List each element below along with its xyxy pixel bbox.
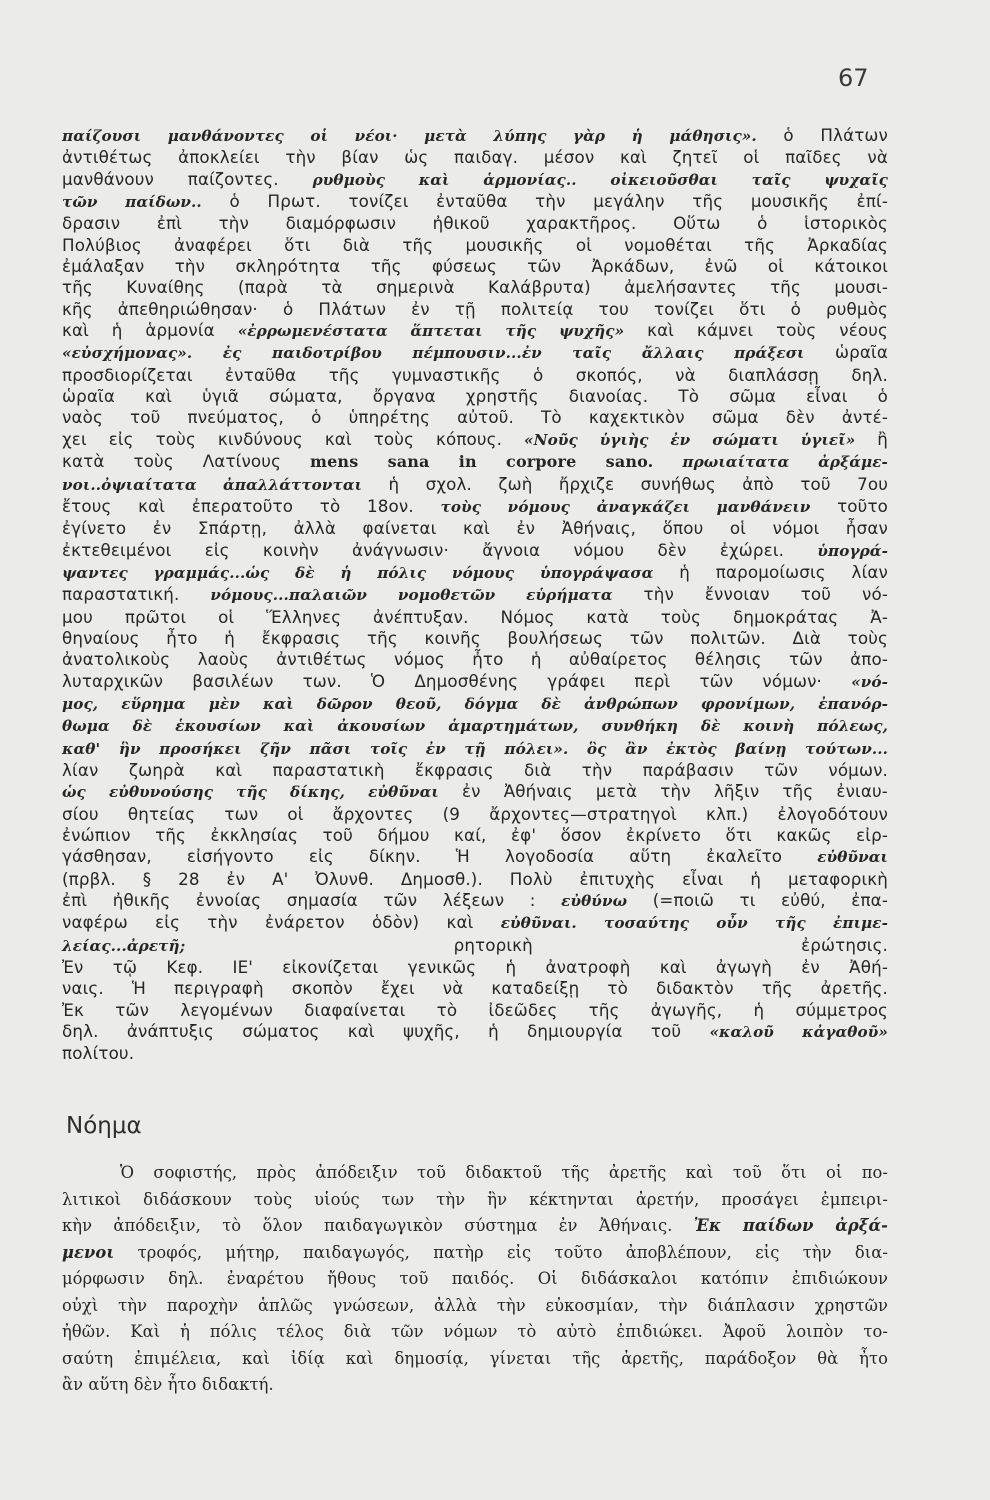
text-run: Πολύβιος ἀναφέρει ὅτι διὰ τῆς μουσικῆς οἱ νομοθέται τῆς Ἀρκαδίας [62, 234, 888, 255]
text-run: ὁ Πρωτ. τονίζει ἐνταῦθα τὴν μεγάλην τῆς μουσικῆς ἐπί- [201, 191, 888, 212]
text-run: κῆς ἀπεθηριώθησαν· ὁ Πλάτων ἐν τῇ πολιτείᾳ του τονίζει ὅτι ὁ ρυθμὸς [62, 298, 888, 319]
commentary-line [62, 649, 888, 670]
text-run: γάσθησαν, εἰσήγοντο εἰς δίκην. Ἡ λογοδοσία αὕτη ἐκαλεῖτο [62, 846, 818, 867]
commentary-line [62, 320, 888, 342]
emphasized-text: «Νοῦς ὑγιὴς ἐν σώματι ὑγιεῖ» [524, 430, 856, 449]
commentary-line [62, 715, 888, 737]
commentary-line [62, 496, 888, 518]
commentary-line [62, 1021, 888, 1043]
text-run: μόρφωσιν δηλ. ἐναρέτου ἤθους τοῦ παιδός. Οἱ διδάσκαλοι κατόπιν ἐπιδιώκουν [62, 1269, 888, 1288]
commentary-line [62, 342, 888, 364]
commentary-line [62, 256, 888, 277]
text-run: ἀνατολικοὺς λαοὺς ἀντιθέτως νόμος ἦτο ἡ αὐθαίρετος θέλησις τῶν ἀπο- [62, 649, 888, 670]
text-run: παραστατική. [62, 584, 211, 605]
emphasized-text: εὐθῦναι [817, 848, 888, 867]
summary-line [62, 1266, 888, 1293]
text-run: σίου θητείας των οἱ ἄρχοντες (9 ἄρχοντες—στρατηγοὶ κλπ.) ἐλογοδότουν [62, 803, 888, 824]
text-run: πολίτου. [62, 1043, 135, 1064]
text-run: ἐπὶ ἠθικῆς ἐννοίας σημασία τῶν λέξεων : [62, 890, 562, 911]
emphasized-text: νόμους...παλαιῶν νομοθετῶν εὑρήματα [210, 586, 613, 605]
commentary-line [62, 299, 888, 320]
commentary-line [62, 957, 888, 978]
commentary-line [62, 628, 888, 649]
text-run: σαύτη ἐπιμέλεια, καὶ ἰδίᾳ καὶ δημοσίᾳ, γίνεται τῆς ἀρετῆς, παράδοξον θὰ ἦτο [62, 1348, 888, 1368]
text-run: ὡραῖα [804, 342, 889, 363]
commentary-line [62, 890, 888, 912]
text-run: δρασιν ἐπὶ τὴν διαμόρφωσιν ἠθικοῦ χαρακτῆρος. Οὕτω ὁ ἱστορικὸς [62, 213, 888, 234]
text-run: (πρβλ. § 28 ἐν Α' Ὀλυνθ. Δημοσθ.). Πολὺ ἐπιτυχὴς εἶναι ἡ μεταφορικὴ [62, 868, 888, 889]
text-run: θηναίους ἦτο ἡ ἔκφρασις τῆς κοινῆς βουλήσεως τῶν πολιτῶν. Διὰ τοὺς [62, 627, 888, 648]
text-run: ἐγίνετο ἐν Σπάρτῃ, ἀλλὰ φαίνεται καὶ ἐν Ἀθήναις, ὅπου οἱ νόμοι ἦσαν [62, 518, 888, 539]
text-run: τοῦτο [810, 495, 889, 516]
commentary-line [62, 562, 888, 584]
commentary-line [62, 738, 888, 760]
text-run: προσδιορίζεται ἐνταῦθα τῆς γυμναστικῆς ὁ σκοπός, νὰ διαπλάσσῃ δηλ. [62, 364, 888, 385]
emphasized-text: «νό- [851, 672, 888, 691]
text-run: Ἐν τῷ Κεφ. ΙΕ' εἰκονίζεται γενικῶς ἡ ἀνατροφὴ καὶ ἀγωγὴ ἐν Ἀθή- [62, 957, 888, 978]
text-run: ὡραῖα καὶ ὑγιᾶ σώματα, ὄργανα χρηστῆς διανοίας. Τὸ σῶμα εἶναι ὁ [62, 386, 888, 407]
emphasized-text: καθ' ἣν προσήκει ζῆν πᾶσι τοῖς ἐν τῇ πόλει». ὃς ἂν ἐκτὸς βαίνῃ τούτων... [62, 739, 888, 758]
text-run: ἐμάλαξαν τὴν σκληρότητα τῆς φύσεως τῶν Ἀρκάδων, ἐνῶ οἱ κάτοικοι [62, 256, 888, 277]
commentary-line [62, 277, 888, 298]
text-run: Ἐκ τῶν λεγομένων διαφαίνεται τὸ ἰδεῶδες τῆς ἀγωγῆς, ἡ σύμμετρος [62, 999, 888, 1020]
text-run: ἠθῶν. Καὶ ἡ πόλις τέλος διὰ τῶν νόμων τὸ αὐτὸ ἐπιδιώκει. Ἀφοῦ λοιπὸν το- [62, 1322, 888, 1341]
commentary-line [62, 518, 888, 539]
commentary-line [62, 235, 888, 256]
text-run: ὁ Πλάτων [756, 125, 889, 145]
emphasized-text: νοι..ὀψιαίτατα ἀπαλλάττονται [62, 475, 363, 494]
summary-line [62, 1293, 888, 1320]
commentary-line [62, 584, 888, 606]
text-run: ἡ παρομοίωσις λίαν [653, 561, 888, 582]
emphasized-text: πρωιαίτατα ἀρξάμε- [682, 453, 888, 472]
commentary-line [62, 407, 888, 428]
text-run: μανθάνουν παίζοντες. [62, 168, 313, 189]
text-run: δηλ. ἀνάπτυξις σώματος καὶ ψυχῆς, ἡ δημιουργία τοῦ [62, 1021, 710, 1042]
text-run: τροφός, μήτηρ, παιδαγωγός, πατὴρ εἰς τοῦτο ἀποβλέπουν, εἰς τὴν δια- [114, 1242, 888, 1262]
commentary-line [62, 365, 888, 386]
commentary-line [62, 125, 888, 147]
text-run [653, 451, 682, 471]
summary-line [62, 1372, 888, 1399]
emphasized-text: λείας...ἀρετῆ; [62, 936, 186, 955]
text-run: τὴν ἔννοιαν τοῦ νό- [612, 584, 888, 605]
section-heading: Νόημα [66, 1113, 142, 1139]
commentary-line [62, 935, 888, 957]
commentary-line [62, 846, 888, 868]
emphasized-text: εὐθῦναι. τοσαύτης οὖν τῆς ἐπιμε- [500, 914, 888, 933]
summary-text [62, 1160, 888, 1399]
text-run: ἔτους καὶ ἐπερατοῦτο τὸ 18ον. [62, 495, 441, 516]
emphasized-text: μενοι [62, 1242, 115, 1262]
text-run: ναὸς τοῦ πνεύματος, ὁ ὑπηρέτης αὐτοῦ. Τὸ καχεκτικὸν σῶμα δὲν ἀντέ- [62, 407, 888, 428]
commentary-line [62, 804, 888, 825]
page-number: 67 [838, 64, 869, 92]
text-run: ἐνώπιον τῆς ἐκκλησίας τοῦ δήμου καί, ἐφ' ὅσον ἐκρίνετο ὅτι κακῶς εἰρ- [62, 825, 888, 845]
commentary-line [62, 825, 888, 846]
commentary-line [62, 912, 888, 934]
text-run: ἂν αὕτη δὲν ἦτο διδακτή. [62, 1375, 274, 1394]
text-run: Ὁ σοφιστής, πρὸς ἀπόδειξιν τοῦ διδακτοῦ τῆς ἀρετῆς καὶ τοῦ ὅτι οἱ πο- [120, 1163, 888, 1182]
text-run: (=ποιῶ τι εὐθύ, ἐπα- [627, 890, 888, 911]
summary-line [62, 1160, 888, 1187]
commentary-line [62, 147, 888, 168]
text-run: ἀντιθέτως ἀποκλείει τὴν βίαν ὡς παιδαγ. μέσον καὶ ζητεῖ οἱ παῖδες νὰ [62, 147, 888, 168]
commentary-line [62, 781, 888, 803]
text-run: ναφέρω εἰς τὴν ἐνάρετον ὁδὸν) καὶ [62, 912, 501, 933]
text-run: μου πρῶτοι οἱ Ἕλληνες ἀνέπτυξαν. Νόμος κατὰ τοὺς δημοκράτας Ἀ- [62, 606, 888, 627]
commentary-line [62, 474, 888, 496]
text-run: λιτικοὶ διδάσκουν τοὺς υἱούς των τὴν ἣν κέκτηνται ἀρετήν, προσάγει ἐμπειρι- [62, 1189, 888, 1209]
summary-line [62, 1187, 888, 1214]
text-run: κὴν ἀπόδειξιν, τὸ ὅλον παιδαγωγικὸν σύστημα ἐν Ἀθήναις. [62, 1216, 694, 1235]
emphasized-text: εὐθύνω [561, 892, 628, 911]
text-run: τῆς Κυναίθης (παρὰ τὰ σημερινὰ Καλάβρυτα) ἀμελήσαντες τῆς μουσι- [62, 277, 888, 298]
text-run: λυταρχικῶν βασιλέων των. Ὁ Δημοσθένης γράφει περὶ τῶν νόμων· [62, 670, 852, 691]
commentary-line [62, 451, 888, 473]
emphasized-text: μος, εὕρημα μὲν καὶ δῶρον θεοῦ, δόγμα δὲ ἀνθρώπων φρονίμων, ἐπανόρ- [62, 694, 888, 713]
text-run: ναις. Ἡ περιγραφὴ σκοπὸν ἔχει νὰ καταδείξῃ τὸ διδακτὸν τῆς ἀρετῆς. [62, 978, 888, 999]
commentary-line [62, 607, 888, 628]
emphasized-text: ὑπογρά- [817, 541, 888, 560]
emphasized-text: ὡς εὐθυνούσης τῆς δίκης, εὐθῦναι [62, 783, 439, 802]
emphasized-text: παίζουσι μανθάνοντες οἱ νέοι· μετὰ λύπης γὰρ ἡ μάθησις». [62, 127, 757, 145]
commentary-line [62, 671, 888, 693]
commentary-line [62, 191, 888, 213]
commentary-line [62, 213, 888, 234]
commentary-line [62, 429, 888, 451]
emphasized-text: mens sana in corpore sano. [310, 452, 654, 472]
emphasized-text: ψαντες γραμμάς...ὡς δὲ ἡ πόλις νόμους ὑπογράψασα [62, 563, 654, 582]
emphasized-text: τῶν παίδων.. [62, 193, 202, 212]
text-run: κατὰ τοὺς Λατίνους [62, 451, 310, 472]
text-run: οὐχὶ τὴν παροχὴν ἁπλῶς γνώσεων, ἀλλὰ τὴν εὐκοσμίαν, τὴν διάπλασιν χρηστῶν [62, 1295, 888, 1315]
commentary-line [62, 540, 888, 562]
text-run: ἡ σχολ. ζωὴ ἤρχιζε συνήθως ἀπὸ τοῦ 7ου [362, 473, 888, 494]
text-run: καὶ κάμνει τοὺς νέους [624, 320, 888, 341]
emphasized-text: τοὺς νόμους ἀναγκάζει μανθάνειν [440, 497, 811, 516]
text-run: ἢ [855, 428, 888, 449]
commentary-text [62, 125, 888, 1065]
commentary-line [62, 869, 888, 890]
text-run: ἐν Ἀθήναις μετὰ τὴν λῆξιν τῆς ἐνιαυ- [438, 781, 888, 802]
emphasized-text: «εὐσχήμονας». ἐς παιδοτρίβου πέμπουσιν...ἐν ταῖς ἄλλαις πράξεσι [62, 344, 805, 363]
commentary-line [62, 760, 888, 781]
summary-line [62, 1319, 888, 1346]
emphasized-text: Ἐκ παίδων ἀρξά- [693, 1216, 889, 1235]
text-run: ἐκτεθειμένοι εἰς κοινὴν ἀνάγνωσιν· ἄγνοια νόμου δὲν ἐχώρει. [62, 539, 818, 560]
text-run: χει εἰς τοὺς κινδύνους καὶ τοὺς κόπους. [62, 428, 525, 449]
commentary-line [62, 978, 888, 999]
commentary-line [62, 693, 888, 715]
commentary-line [62, 1043, 888, 1064]
emphasized-text: «καλοῦ κἀγαθοῦ» [709, 1023, 888, 1042]
summary-line [62, 1213, 888, 1240]
commentary-line [62, 1000, 888, 1021]
emphasized-text: ρυθμοὺς καὶ ἁρμονίας.. οἰκειοῦσθαι ταῖς ψυχαῖς [312, 170, 888, 189]
emphasized-text: «ἐρρωμενέστατα ἅπτεται τῆς ψυχῆς» [237, 322, 625, 341]
summary-line [62, 1240, 888, 1267]
commentary-line [62, 169, 888, 191]
emphasized-text: θωμα δὲ ἑκουσίων καὶ ἀκουσίων ἁμαρτημάτων, συνθήκη δὲ κοινὴ πόλεως, [62, 717, 888, 736]
text-run: λίαν ζωηρὰ καὶ παραστατικὴ ἔκφρασις διὰ τὴν παράβασιν τῶν νόμων. [62, 759, 888, 780]
commentary-line [62, 386, 888, 407]
summary-line [62, 1346, 888, 1373]
text-run: ρητορικὴ ἐρώτησις. [185, 934, 888, 955]
text-run: καὶ ἡ ἁρμονία [62, 320, 238, 341]
